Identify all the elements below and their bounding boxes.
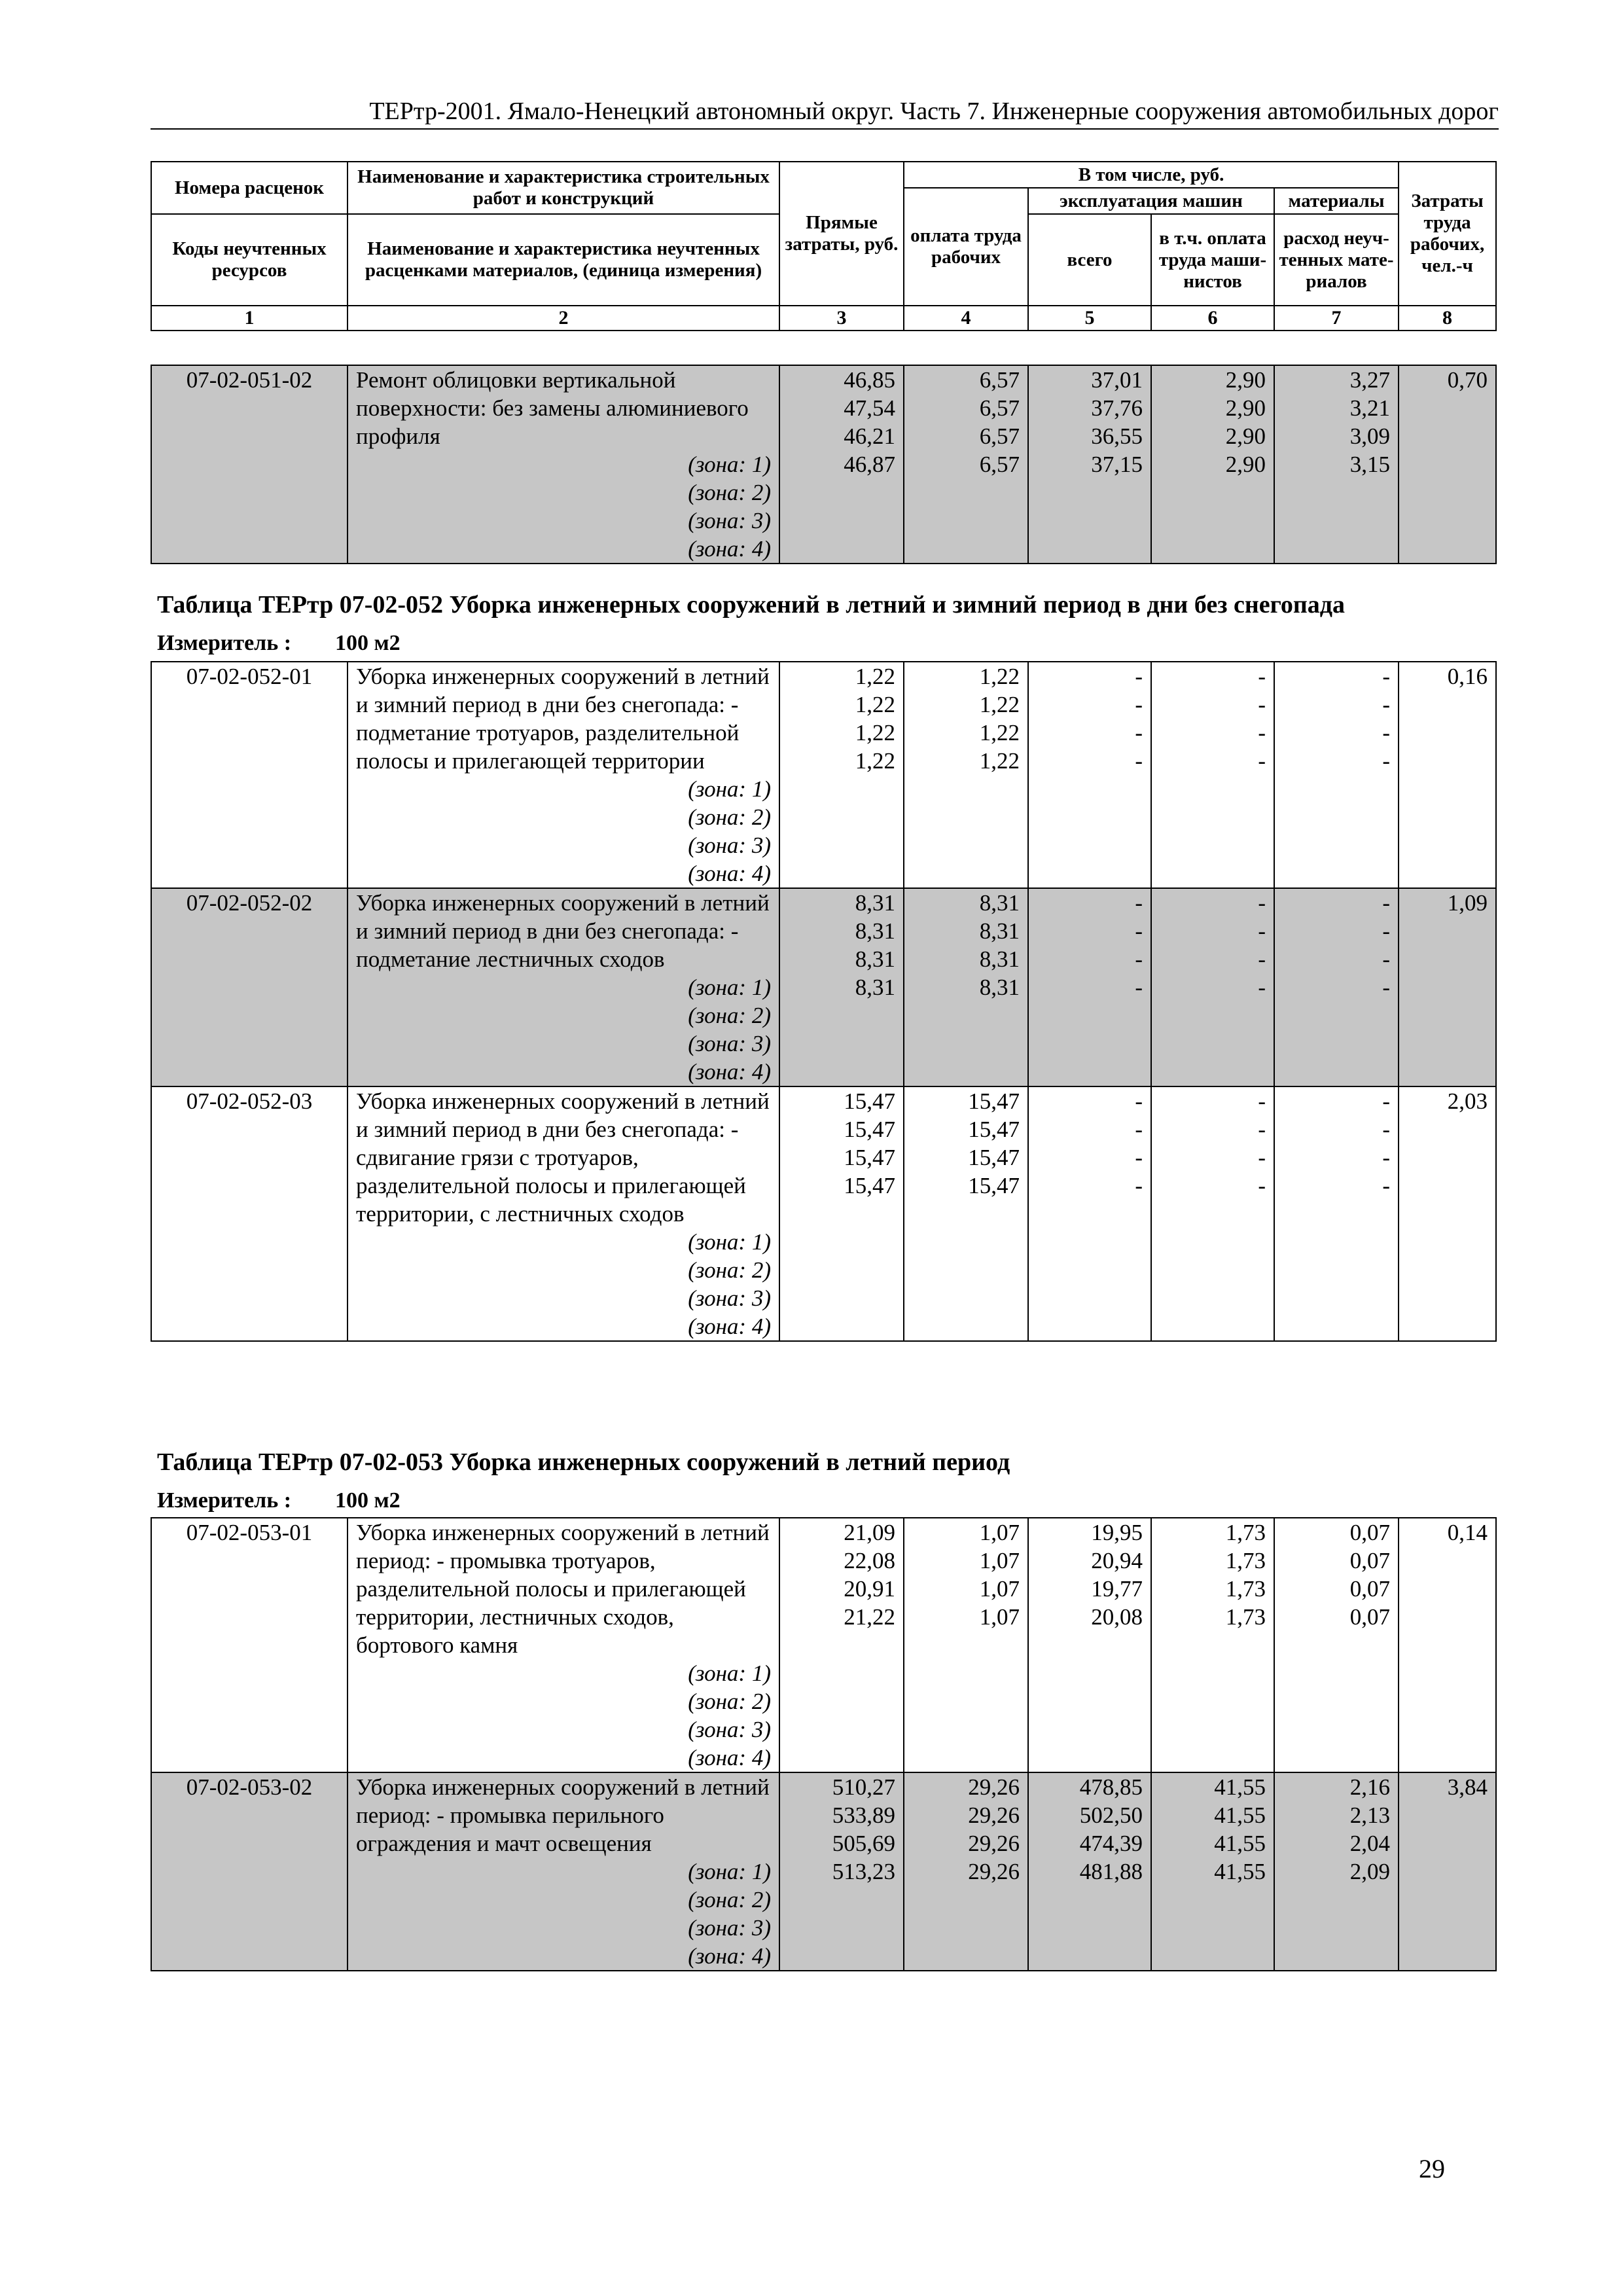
rate-code: 07-02-053-02	[151, 1772, 348, 1971]
worker-wage-value: 8,31	[979, 918, 1020, 944]
worker-wage-cell	[904, 1518, 1028, 1772]
worker-wage-value: 29,26	[968, 1774, 1020, 1800]
worker-wage-value: 6,57	[979, 395, 1020, 421]
rate-row	[151, 662, 1496, 888]
rate-code: 07-02-052-01	[151, 662, 348, 888]
materials-consumption-value: 0,07	[1349, 1548, 1390, 1573]
rate-description	[348, 1772, 779, 1971]
operator-wage-cell	[1151, 662, 1274, 888]
operator-wage-cell	[1151, 888, 1274, 1086]
materials-consumption-cell	[1274, 365, 1399, 564]
worker-wage-value: 6,57	[979, 367, 1020, 393]
worker-wage-value: 29,26	[968, 1803, 1020, 1828]
labor-costs: 0,70	[1399, 365, 1496, 564]
table-title: Таблица ТЕРтр 07-02-052 Уборка инженерных сооружений в летний и зимний период в дни без снегопада	[157, 591, 1346, 619]
machines-total-value: -	[1135, 692, 1143, 717]
zone-label: (зона: 1)	[688, 1660, 771, 1686]
labor-costs: 0,14	[1399, 1518, 1496, 1772]
machines-total-value: 478,85	[1079, 1774, 1143, 1800]
operator-wage-cell	[1151, 365, 1274, 564]
rate-row	[151, 365, 1496, 564]
direct-costs-value: 47,54	[844, 395, 895, 421]
zone-label: (зона: 1)	[688, 1229, 771, 1255]
operator-wage-value: 1,73	[1225, 1520, 1266, 1545]
zone-label: (зона: 4)	[688, 1314, 771, 1339]
machines-total-value: -	[1135, 890, 1143, 916]
machines-total-cell	[1028, 662, 1151, 888]
machines-total-value: 474,39	[1079, 1831, 1143, 1856]
materials-consumption-value: 3,21	[1349, 395, 1390, 421]
machines-total-value: -	[1135, 1117, 1143, 1142]
labor-costs: 3,84	[1399, 1772, 1496, 1971]
rate-table-07-02-053	[151, 1517, 1497, 1971]
rate-description-text: Уборка инженерных сооружений в летний и зимний период в дни без снегопада: - подметание тротуаров, разделительной полосы и прилегающей территории	[356, 664, 770, 774]
materials-consumption-value: -	[1382, 1145, 1390, 1170]
operator-wage-value: 2,90	[1225, 367, 1266, 393]
direct-costs-value: 46,21	[844, 423, 895, 449]
rate-description	[348, 1086, 779, 1341]
materials-consumption-value: -	[1382, 946, 1390, 972]
col-including-header: В том числе, руб.	[904, 162, 1399, 188]
materials-consumption-value: -	[1382, 748, 1390, 774]
zone-label: (зона: 3)	[688, 1717, 771, 1742]
machines-total-value: 37,76	[1091, 395, 1143, 421]
direct-costs-value: 1,22	[855, 720, 895, 745]
machines-total-value: -	[1135, 720, 1143, 745]
zone-label: (зона: 1)	[688, 452, 771, 477]
header-rule	[151, 128, 1499, 130]
worker-wage-value: 6,57	[979, 423, 1020, 449]
operator-wage-cell	[1151, 1772, 1274, 1971]
machines-total-cell	[1028, 365, 1151, 564]
col-number: 3	[779, 306, 904, 331]
direct-costs-cell	[779, 1518, 904, 1772]
document-header-title: ТЕРтр-2001. Ямало-Ненецкий автономный округ. Часть 7. Инженерные сооружения автомобильных дорог	[369, 98, 1499, 125]
machines-total-value: -	[1135, 975, 1143, 1000]
direct-costs-value: 513,23	[832, 1859, 895, 1884]
zone-label: (зона: 4)	[688, 1745, 771, 1770]
operator-wage-value: -	[1258, 1173, 1266, 1198]
zone-label: (зона: 4)	[688, 1943, 771, 1969]
machines-total-value: 36,55	[1091, 423, 1143, 449]
col-materials-header: материалы	[1274, 188, 1399, 214]
materials-consumption-value: -	[1382, 720, 1390, 745]
direct-costs-value: 15,47	[844, 1117, 895, 1142]
machines-total-value: 481,88	[1079, 1859, 1143, 1884]
worker-wage-value: 29,26	[968, 1831, 1020, 1856]
direct-costs-value: 8,31	[855, 946, 895, 972]
zone-label: (зона: 1)	[688, 776, 771, 802]
operator-wage-cell	[1151, 1086, 1274, 1341]
zone-label: (зона: 4)	[688, 1059, 771, 1085]
machines-total-value: 19,95	[1091, 1520, 1143, 1545]
worker-wage-cell	[904, 1086, 1028, 1341]
direct-costs-cell	[779, 888, 904, 1086]
labor-costs: 0,16	[1399, 662, 1496, 888]
col-number: 2	[348, 306, 779, 331]
materials-consumption-cell	[1274, 888, 1399, 1086]
rate-description	[348, 662, 779, 888]
materials-consumption-value: -	[1382, 918, 1390, 944]
col-worker-wage-header: оплата труда рабочих	[904, 188, 1028, 306]
rate-description	[348, 1518, 779, 1772]
operator-wage-cell	[1151, 1518, 1274, 1772]
materials-consumption-value: 2,16	[1349, 1774, 1390, 1800]
worker-wage-value: 1,22	[979, 664, 1020, 689]
worker-wage-value: 8,31	[979, 890, 1020, 916]
operator-wage-value: -	[1258, 918, 1266, 944]
col-machines-total-header: всего	[1028, 214, 1151, 306]
machines-total-cell	[1028, 1772, 1151, 1971]
direct-costs-value: 8,31	[855, 975, 895, 1000]
machines-total-value: 37,15	[1091, 452, 1143, 477]
worker-wage-value: 8,31	[979, 975, 1020, 1000]
operator-wage-value: -	[1258, 664, 1266, 689]
operator-wage-value: -	[1258, 720, 1266, 745]
worker-wage-cell	[904, 1772, 1028, 1971]
worker-wage-value: 1,22	[979, 692, 1020, 717]
rate-code: 07-02-053-01	[151, 1518, 348, 1772]
zone-label: (зона: 3)	[688, 508, 771, 533]
worker-wage-value: 1,07	[979, 1548, 1020, 1573]
operator-wage-value: -	[1258, 1145, 1266, 1170]
rate-row	[151, 1086, 1496, 1341]
materials-consumption-value: -	[1382, 1173, 1390, 1198]
worker-wage-cell	[904, 365, 1028, 564]
worker-wage-value: 1,07	[979, 1576, 1020, 1602]
worker-wage-value: 15,47	[968, 1117, 1020, 1142]
worker-wage-value: 29,26	[968, 1859, 1020, 1884]
rate-description-text: Уборка инженерных сооружений в летний период: - промывка тротуаров, разделительной полосы и прилегающей территории, лестничных сходов, бортового камня	[356, 1520, 770, 1658]
machines-total-cell	[1028, 1086, 1151, 1341]
direct-costs-cell	[779, 1772, 904, 1971]
worker-wage-value: 1,07	[979, 1604, 1020, 1630]
direct-costs-value: 22,08	[844, 1548, 895, 1573]
machines-total-cell	[1028, 888, 1151, 1086]
operator-wage-value: 41,55	[1214, 1803, 1266, 1828]
rate-table-07-02-051	[151, 365, 1497, 564]
col-direct-costs-header: Прямые затраты, руб.	[779, 162, 904, 306]
operator-wage-value: -	[1258, 946, 1266, 972]
measure-label: Измеритель :	[157, 631, 292, 655]
materials-consumption-value: 3,09	[1349, 423, 1390, 449]
operator-wage-value: -	[1258, 692, 1266, 717]
operator-wage-value: -	[1258, 1117, 1266, 1142]
col-number: 5	[1028, 306, 1151, 331]
materials-consumption-value: 0,07	[1349, 1520, 1390, 1545]
rate-description-text: Уборка инженерных сооружений в летний и зимний период в дни без снегопада: - сдвигание грязи с тротуаров, разделительной полосы и прилегающей территории, с лестничных сходов	[356, 1088, 770, 1227]
zone-label: (зона: 2)	[688, 1257, 771, 1283]
zone-label: (зона: 3)	[688, 1031, 771, 1056]
operator-wage-value: -	[1258, 975, 1266, 1000]
col-rate-numbers-header: Номера расценок	[151, 162, 348, 214]
materials-consumption-cell	[1274, 1086, 1399, 1341]
worker-wage-cell	[904, 662, 1028, 888]
rate-code: 07-02-051-02	[151, 365, 348, 564]
materials-consumption-value: -	[1382, 664, 1390, 689]
materials-consumption-cell	[1274, 662, 1399, 888]
col-number: 4	[904, 306, 1028, 331]
worker-wage-value: 15,47	[968, 1145, 1020, 1170]
operator-wage-value: -	[1258, 748, 1266, 774]
direct-costs-value: 1,22	[855, 692, 895, 717]
direct-costs-value: 1,22	[855, 664, 895, 689]
measure-value: 100 м2	[335, 1488, 401, 1513]
worker-wage-value: 8,31	[979, 946, 1020, 972]
col-operator-wage-header: в т.ч. оплата труда маши-нистов	[1151, 214, 1274, 306]
rate-description	[348, 888, 779, 1086]
direct-costs-value: 533,89	[832, 1803, 895, 1828]
materials-consumption-value: 3,15	[1349, 452, 1390, 477]
zone-label: (зона: 2)	[688, 1887, 771, 1912]
measure-unit	[157, 1488, 401, 1513]
operator-wage-value: 41,55	[1214, 1774, 1266, 1800]
direct-costs-value: 8,31	[855, 918, 895, 944]
zone-label: (зона: 3)	[688, 1915, 771, 1941]
labor-costs: 2,03	[1399, 1086, 1496, 1341]
direct-costs-cell	[779, 662, 904, 888]
rate-description-text: Уборка инженерных сооружений в летний и зимний период в дни без снегопада: - подметание лестничных сходов	[356, 890, 770, 972]
worker-wage-value: 15,47	[968, 1173, 1020, 1198]
machines-total-value: 19,77	[1091, 1576, 1143, 1602]
rate-row	[151, 1772, 1496, 1971]
zone-label: (зона: 2)	[688, 1003, 771, 1028]
rate-code: 07-02-052-03	[151, 1086, 348, 1341]
zone-label: (зона: 3)	[688, 833, 771, 858]
direct-costs-value: 21,09	[844, 1520, 895, 1545]
measure-value: 100 м2	[335, 631, 401, 655]
rate-code: 07-02-052-02	[151, 888, 348, 1086]
worker-wage-value: 1,22	[979, 748, 1020, 774]
zone-label: (зона: 4)	[688, 536, 771, 562]
direct-costs-value: 8,31	[855, 890, 895, 916]
materials-consumption-value: -	[1382, 1117, 1390, 1142]
machines-total-value: -	[1135, 946, 1143, 972]
direct-costs-value: 46,87	[844, 452, 895, 477]
rate-table-07-02-052	[151, 661, 1497, 1342]
rate-description-text: Уборка инженерных сооружений в летний период: - промывка перильного ограждения и мачт освещения	[356, 1774, 770, 1856]
machines-total-value: -	[1135, 748, 1143, 774]
direct-costs-value: 510,27	[832, 1774, 895, 1800]
operator-wage-value: 1,73	[1225, 1576, 1266, 1602]
rate-row	[151, 888, 1496, 1086]
zone-label: (зона: 1)	[688, 975, 771, 1000]
direct-costs-value: 1,22	[855, 748, 895, 774]
zone-label: (зона: 2)	[688, 804, 771, 830]
machines-total-value: -	[1135, 1145, 1143, 1170]
operator-wage-value: 41,55	[1214, 1859, 1266, 1884]
direct-costs-value: 20,91	[844, 1576, 895, 1602]
zone-label: (зона: 1)	[688, 1859, 771, 1884]
rate-description-text: Ремонт облицовки вертикальной поверхности: без замены алюминиевого профиля	[356, 367, 749, 449]
direct-costs-value: 21,22	[844, 1604, 895, 1630]
measure-unit	[157, 631, 401, 656]
direct-costs-value: 15,47	[844, 1145, 895, 1170]
operator-wage-value: 2,90	[1225, 423, 1266, 449]
labor-costs: 1,09	[1399, 888, 1496, 1086]
machines-total-value: 37,01	[1091, 367, 1143, 393]
direct-costs-cell	[779, 1086, 904, 1341]
operator-wage-value: 1,73	[1225, 1604, 1266, 1630]
machines-total-value: -	[1135, 664, 1143, 689]
zone-label: (зона: 2)	[688, 1689, 771, 1714]
operator-wage-value: -	[1258, 1088, 1266, 1114]
materials-consumption-value: 3,27	[1349, 367, 1390, 393]
direct-costs-value: 505,69	[832, 1831, 895, 1856]
rate-description	[348, 365, 779, 564]
zone-label: (зона: 3)	[688, 1285, 771, 1311]
zone-label: (зона: 2)	[688, 480, 771, 505]
materials-consumption-value: 2,13	[1349, 1803, 1390, 1828]
materials-consumption-value: -	[1382, 692, 1390, 717]
col-number: 8	[1399, 306, 1496, 331]
materials-consumption-value: -	[1382, 890, 1390, 916]
worker-wage-value: 15,47	[968, 1088, 1020, 1114]
direct-costs-value: 15,47	[844, 1088, 895, 1114]
col-number: 1	[151, 306, 348, 331]
worker-wage-cell	[904, 888, 1028, 1086]
machines-total-value: 20,08	[1091, 1604, 1143, 1630]
materials-consumption-value: 2,04	[1349, 1831, 1390, 1856]
worker-wage-value: 6,57	[979, 452, 1020, 477]
machines-total-value: -	[1135, 1088, 1143, 1114]
operator-wage-value: -	[1258, 890, 1266, 916]
col-labor-costs-header: Затраты труда рабочих, чел.-ч	[1399, 162, 1496, 306]
measure-label: Измеритель :	[157, 1488, 292, 1513]
machines-total-value: -	[1135, 1173, 1143, 1198]
machines-total-value: 502,50	[1079, 1803, 1143, 1828]
direct-costs-value: 46,85	[844, 367, 895, 393]
zone-label: (зона: 4)	[688, 861, 771, 886]
materials-consumption-cell	[1274, 1772, 1399, 1971]
col-material-name-header: Наименование и характеристика неучтенных расценками материалов, (единица измерения)	[348, 214, 779, 306]
machines-total-cell	[1028, 1518, 1151, 1772]
worker-wage-value: 1,22	[979, 720, 1020, 745]
materials-consumption-value: 0,07	[1349, 1604, 1390, 1630]
worker-wage-value: 1,07	[979, 1520, 1020, 1545]
materials-consumption-cell	[1274, 1518, 1399, 1772]
col-number: 6	[1151, 306, 1274, 331]
machines-total-value: 20,94	[1091, 1548, 1143, 1573]
operator-wage-value: 2,90	[1225, 452, 1266, 477]
col-machines-header: эксплуатация машин	[1028, 188, 1274, 214]
materials-consumption-value: 2,09	[1349, 1859, 1390, 1884]
direct-costs-cell	[779, 365, 904, 564]
table-title: Таблица ТЕРтр 07-02-053 Уборка инженерных сооружений в летний период	[157, 1448, 1010, 1476]
table-column-header	[151, 161, 1497, 331]
rate-row	[151, 1518, 1496, 1772]
machines-total-value: -	[1135, 918, 1143, 944]
operator-wage-value: 1,73	[1225, 1548, 1266, 1573]
materials-consumption-value: -	[1382, 975, 1390, 1000]
col-number: 7	[1274, 306, 1399, 331]
col-work-name-header: Наименование и характеристика строительных работ и конструкций	[348, 162, 779, 214]
materials-consumption-value: -	[1382, 1088, 1390, 1114]
materials-consumption-value: 0,07	[1349, 1576, 1390, 1602]
col-resource-codes-header: Коды неучтенных ресурсов	[151, 214, 348, 306]
col-material-consumption-header: расход неуч-тенных мате-риалов	[1274, 214, 1399, 306]
page-number: 29	[1419, 2154, 1445, 2183]
operator-wage-value: 41,55	[1214, 1831, 1266, 1856]
direct-costs-value: 15,47	[844, 1173, 895, 1198]
operator-wage-value: 2,90	[1225, 395, 1266, 421]
